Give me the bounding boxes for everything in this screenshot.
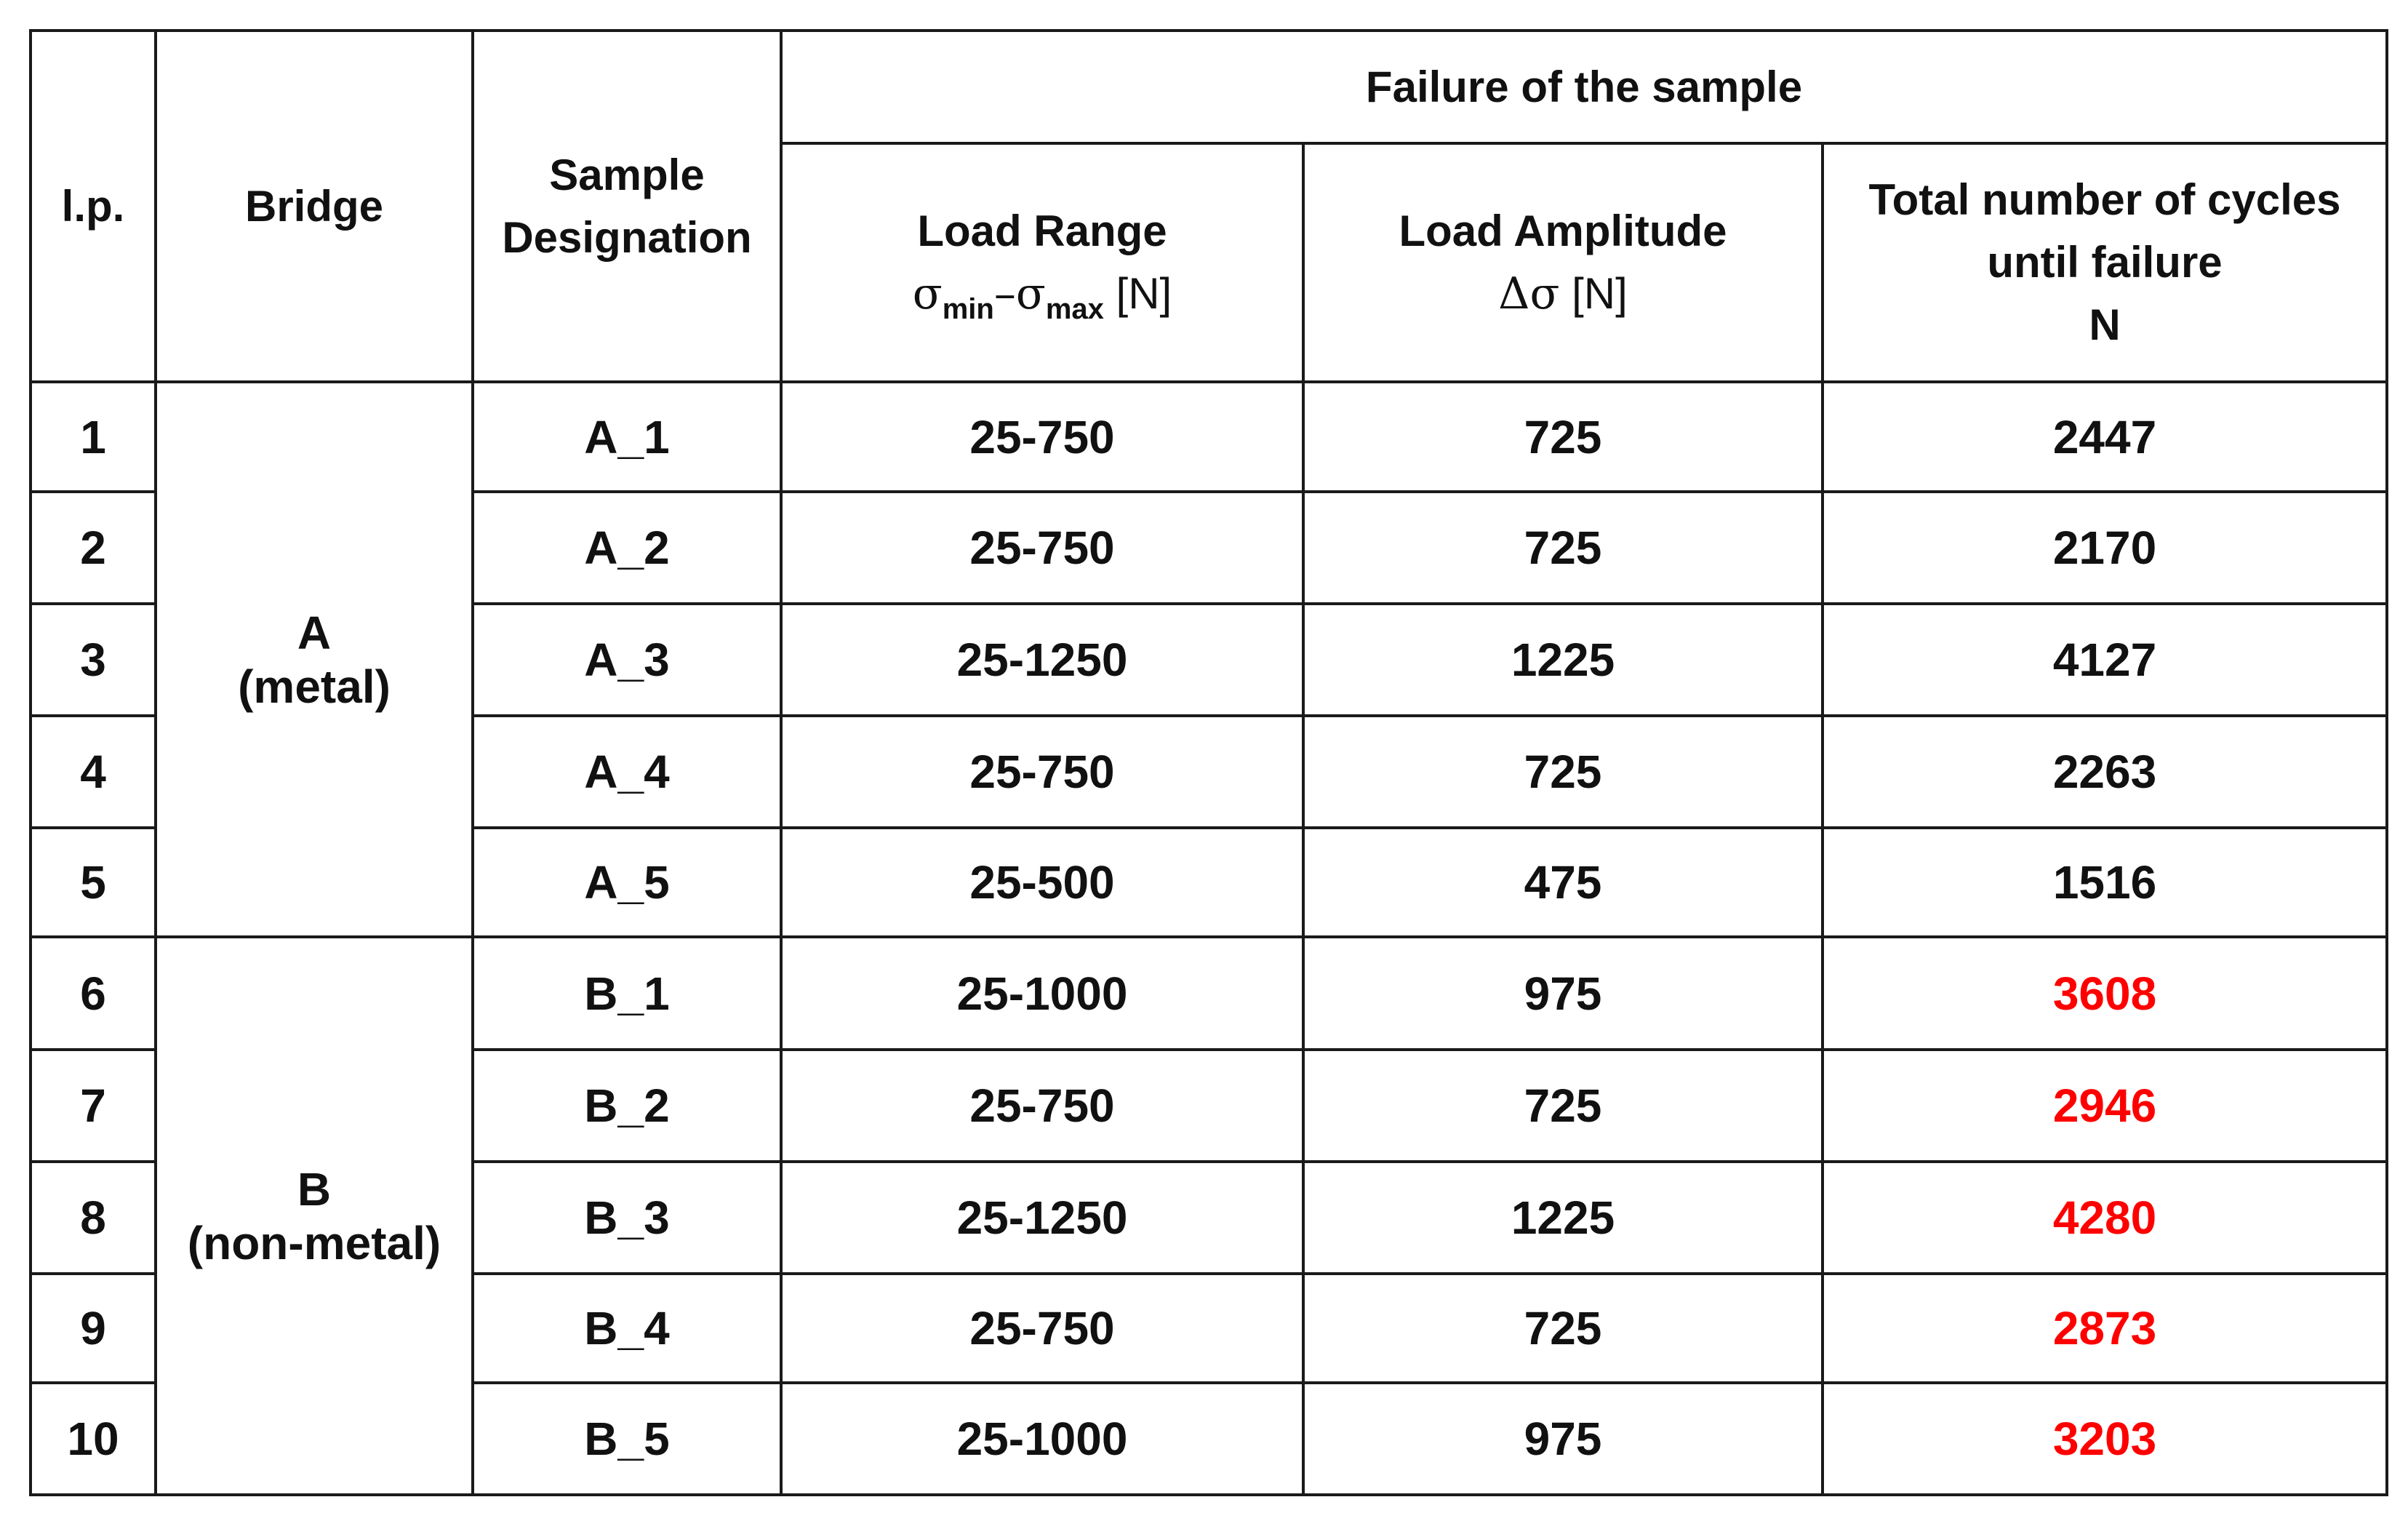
header-bridge: Bridge xyxy=(156,31,473,382)
cell-cycles: 3608 xyxy=(1823,937,2387,1049)
cell-amplitude: 1225 xyxy=(1303,604,1823,716)
header-total-cycles-line2: until failure xyxy=(1987,238,2223,287)
header-lp: l.p. xyxy=(31,31,156,382)
cell-lp: 9 xyxy=(31,1274,156,1383)
header-failure-group: Failure of the sample xyxy=(781,31,2387,143)
cell-cycles: 2170 xyxy=(1823,492,2387,604)
cell-load-range: 25-1250 xyxy=(781,604,1303,716)
cell-bridge-group xyxy=(156,937,473,1495)
bridge-group-letter: B xyxy=(297,1162,332,1215)
max-subscript: max xyxy=(1045,293,1104,325)
cell-sample: B_2 xyxy=(473,1050,781,1162)
cell-sample: B_5 xyxy=(473,1383,781,1495)
cell-cycles: 4127 xyxy=(1823,604,2387,716)
cell-lp: 2 xyxy=(31,492,156,604)
cell-lp: 6 xyxy=(31,937,156,1049)
cell-load-range: 25-1000 xyxy=(781,1383,1303,1495)
cell-load-range: 25-750 xyxy=(781,716,1303,828)
header-load-amplitude xyxy=(1303,143,1823,382)
cell-cycles: 1516 xyxy=(1823,828,2387,937)
cell-amplitude: 475 xyxy=(1303,828,1823,937)
cell-sample: B_4 xyxy=(473,1274,781,1383)
cell-amplitude: 725 xyxy=(1303,1050,1823,1162)
table-body xyxy=(31,382,2387,1495)
cell-cycles: 2447 xyxy=(1823,382,2387,492)
cell-sample: A_4 xyxy=(473,716,781,828)
header-total-cycles xyxy=(1823,143,2387,382)
bridge-group-material: (non-metal) xyxy=(187,1216,441,1269)
cell-load-range: 25-750 xyxy=(781,1274,1303,1383)
load-range-unit: [N] xyxy=(1103,269,1172,318)
header-total-cycles-line3: N xyxy=(2089,300,2121,349)
cell-sample: B_1 xyxy=(473,937,781,1049)
cell-cycles: 4280 xyxy=(1823,1162,2387,1274)
cell-lp: 1 xyxy=(31,382,156,492)
cell-amplitude: 975 xyxy=(1303,1383,1823,1495)
cell-amplitude: 725 xyxy=(1303,492,1823,604)
header-load-amplitude-formula xyxy=(1312,263,1814,325)
cell-sample: A_3 xyxy=(473,604,781,716)
header-total-cycles-line1: Total number of cycles xyxy=(1868,175,2341,224)
header-load-amplitude-title: Load Amplitude xyxy=(1399,207,1727,255)
cell-load-range: 25-1250 xyxy=(781,1162,1303,1274)
cell-lp: 4 xyxy=(31,716,156,828)
table-row xyxy=(31,937,2387,1049)
cell-lp: 5 xyxy=(31,828,156,937)
cell-load-range: 25-500 xyxy=(781,828,1303,937)
header-sample-line1: Sample xyxy=(549,150,705,199)
dash-symbol: – xyxy=(993,268,1016,319)
header-load-range xyxy=(781,143,1303,382)
load-amplitude-unit: [N] xyxy=(1559,269,1628,318)
sigma-symbol: σ xyxy=(1015,268,1046,319)
cell-amplitude: 725 xyxy=(1303,716,1823,828)
cell-sample: A_2 xyxy=(473,492,781,604)
cell-lp: 8 xyxy=(31,1162,156,1274)
header-load-range-title: Load Range xyxy=(917,207,1167,255)
cell-lp: 10 xyxy=(31,1383,156,1495)
cell-load-range: 25-1000 xyxy=(781,937,1303,1049)
cell-sample: B_3 xyxy=(473,1162,781,1274)
cell-lp: 7 xyxy=(31,1050,156,1162)
bridge-group-letter: A xyxy=(297,606,332,659)
cell-amplitude: 725 xyxy=(1303,382,1823,492)
header-row-top xyxy=(31,31,2387,143)
cell-load-range: 25-750 xyxy=(781,492,1303,604)
cell-amplitude: 725 xyxy=(1303,1274,1823,1383)
cell-cycles: 2873 xyxy=(1823,1274,2387,1383)
cell-amplitude: 975 xyxy=(1303,937,1823,1049)
cell-bridge-group xyxy=(156,382,473,937)
cell-lp: 3 xyxy=(31,604,156,716)
cell-load-range: 25-750 xyxy=(781,382,1303,492)
cell-amplitude: 1225 xyxy=(1303,1162,1823,1274)
header-sample-line2: Designation xyxy=(502,212,752,262)
cell-cycles: 2946 xyxy=(1823,1050,2387,1162)
cell-cycles: 3203 xyxy=(1823,1383,2387,1495)
cell-sample: A_5 xyxy=(473,828,781,937)
sigma-symbol: σ xyxy=(912,268,943,319)
delta-sigma-symbol: Δσ xyxy=(1498,268,1560,319)
cell-sample: A_1 xyxy=(473,382,781,492)
header-load-range-formula xyxy=(790,263,1295,325)
min-subscript: min xyxy=(942,293,994,325)
cell-load-range: 25-750 xyxy=(781,1050,1303,1162)
header-sample-designation xyxy=(473,31,781,382)
bridge-group-material: (metal) xyxy=(238,660,391,713)
table-row xyxy=(31,382,2387,492)
fatigue-results-table xyxy=(29,29,2388,1496)
cell-cycles: 2263 xyxy=(1823,716,2387,828)
